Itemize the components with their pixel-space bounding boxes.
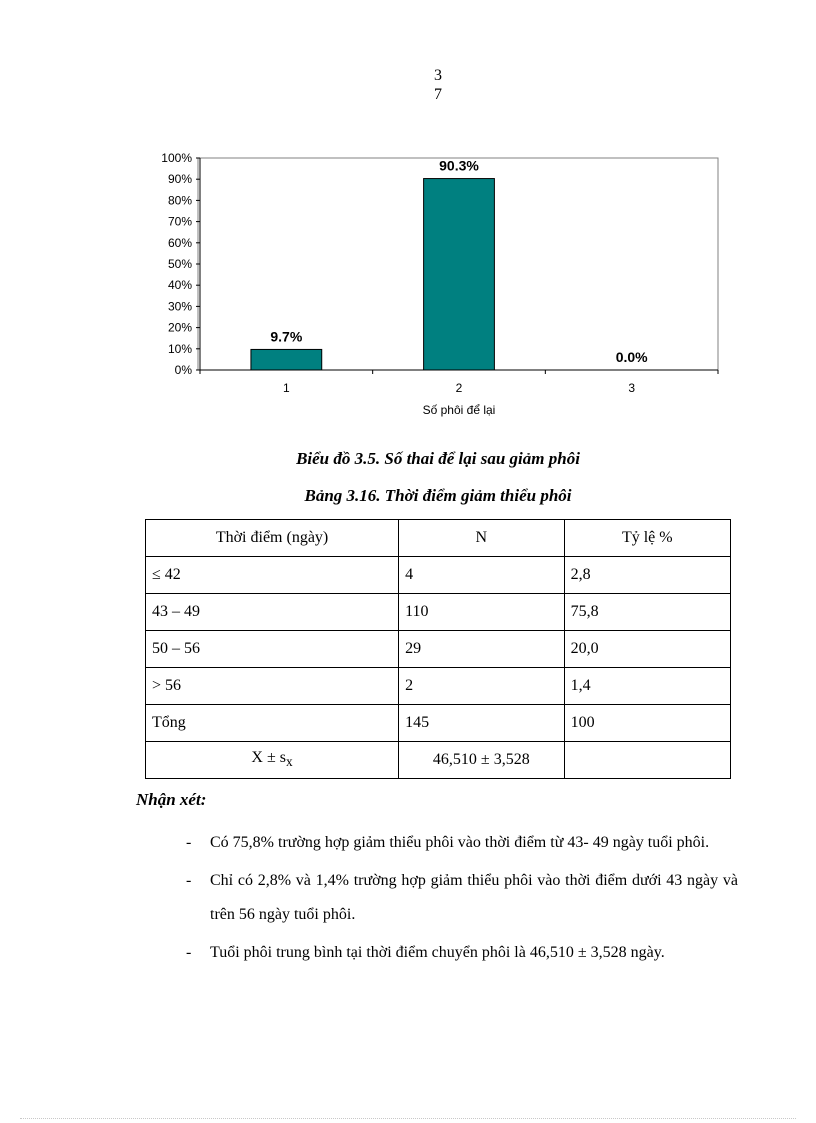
table-cell: > 56 xyxy=(146,668,399,705)
bullet-dash: - xyxy=(186,834,192,851)
table-cell: 145 xyxy=(399,705,564,742)
x-tick-label: 1 xyxy=(282,381,290,395)
remark-text: Tuổi phôi trung bình tại thời điểm chuyển phôi là 46,510 ± 3,528 ngày. xyxy=(210,944,665,961)
table-cell: 29 xyxy=(399,631,564,668)
bar xyxy=(424,179,495,370)
y-tick-label: 90% xyxy=(167,172,192,187)
mean-label: X ± s xyxy=(251,749,286,767)
x-tick-label: 3 xyxy=(628,381,636,395)
y-tick-label: 10% xyxy=(167,341,192,356)
page-number-line2: 7 xyxy=(434,86,442,103)
table-cell: 75,8 xyxy=(564,594,730,631)
remark-text: Có 75,8% trường hợp giảm thiểu phôi vào thời điểm từ 43- 49 ngày tuổi phôi. xyxy=(210,834,710,851)
y-tick-label: 70% xyxy=(167,214,192,229)
table-cell: 43 – 49 xyxy=(146,594,399,631)
footer-divider xyxy=(20,1118,796,1119)
table-header-cell: N xyxy=(399,520,564,557)
bar-chart xyxy=(150,148,730,428)
y-tick-label: 80% xyxy=(167,193,192,208)
bullet-dash: - xyxy=(186,944,192,961)
table-cell-empty xyxy=(564,742,730,779)
y-tick-label: 50% xyxy=(167,257,192,271)
table-caption: Bảng 3.16. Thời điểm giảm thiểu phôi xyxy=(304,486,572,505)
table-cell: Tổng xyxy=(146,705,399,742)
y-tick-label: 30% xyxy=(167,299,192,314)
data-label: 90.3% xyxy=(439,157,479,174)
table-row xyxy=(146,631,731,668)
table-cell: ≤ 42 xyxy=(146,557,399,594)
data-label: 9.7% xyxy=(270,328,303,345)
x-axis-title: Số phôi để lại xyxy=(422,403,496,417)
page-number xyxy=(0,66,816,104)
table-header-cell: Thời điểm (ngày) xyxy=(146,520,399,557)
table-cell: 4 xyxy=(399,557,564,594)
table-header-row xyxy=(146,520,731,557)
table-cell: 100 xyxy=(564,705,730,742)
table-row xyxy=(146,705,731,742)
x-tick-label: 2 xyxy=(455,381,463,395)
figure-caption: Biểu đồ 3.5. Số thai để lại sau giảm phôi xyxy=(296,449,580,468)
remarks-title: Nhận xét: xyxy=(136,790,207,809)
bar xyxy=(251,349,322,370)
table-cell: 50 – 56 xyxy=(146,631,399,668)
table-cell: 1,4 xyxy=(564,668,730,705)
table-cell: 20,0 xyxy=(564,631,730,668)
table-row xyxy=(146,594,731,631)
mean-label-subscript: x xyxy=(285,754,293,770)
data-table xyxy=(145,519,731,779)
table-cell: 2 xyxy=(399,668,564,705)
table-cell-mean-label xyxy=(146,742,399,779)
table-row xyxy=(146,557,731,594)
table-row xyxy=(146,668,731,705)
table-row-mean xyxy=(146,742,731,779)
table-cell-mean-value: 46,510 ± 3,528 xyxy=(399,742,564,779)
remarks-list xyxy=(186,826,738,974)
data-label: 0.0% xyxy=(615,349,648,365)
y-tick-label: 100% xyxy=(161,151,192,165)
page-number-line1: 3 xyxy=(434,67,442,84)
y-tick-label: 20% xyxy=(167,320,192,335)
table-cell: 110 xyxy=(399,594,564,631)
table-header-cell: Tỷ lệ % xyxy=(564,520,730,557)
list-item xyxy=(186,864,738,932)
table-cell: 2,8 xyxy=(564,557,730,594)
list-item xyxy=(186,826,738,860)
list-item xyxy=(186,936,738,970)
y-tick-label: 60% xyxy=(167,235,192,250)
y-tick-label: 40% xyxy=(167,278,192,293)
remark-text: Chỉ có 2,8% và 1,4% trường hợp giảm thiểu phôi vào thời điểm dưới 43 ngày và trên 56 ngày tuổi phôi. xyxy=(210,872,738,923)
y-tick-label: 0% xyxy=(174,363,192,377)
bullet-dash: - xyxy=(186,872,192,889)
